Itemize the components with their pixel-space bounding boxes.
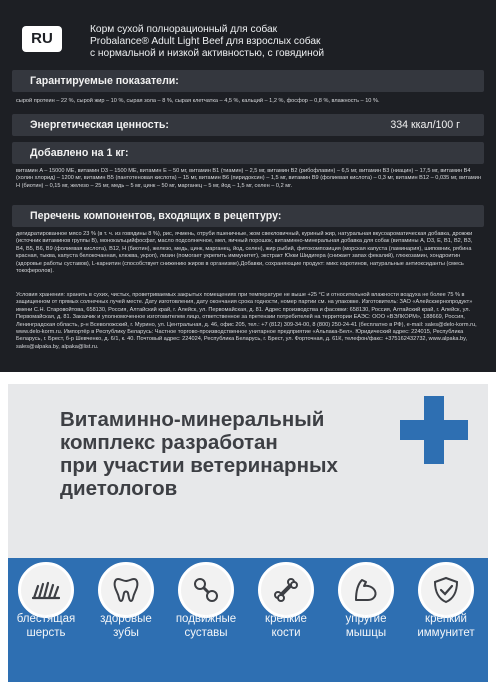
muscle-icon bbox=[338, 562, 394, 618]
promo-line3: при участии ветеринарных bbox=[60, 454, 338, 477]
bone-icon bbox=[258, 562, 314, 618]
added-heading bbox=[12, 142, 484, 164]
promo-line4: диетологов bbox=[60, 477, 178, 500]
shield-icon bbox=[418, 562, 474, 618]
medical-cross-icon bbox=[400, 396, 468, 464]
benefit-bones bbox=[248, 612, 324, 640]
joint-icon bbox=[178, 562, 234, 618]
benefit-joints-line1: подвижные bbox=[175, 613, 237, 625]
product-title-line2: Probalance® Adult Light Beef для взрослых собак bbox=[90, 36, 321, 47]
benefit-fur-line2: шерсть bbox=[26, 627, 66, 639]
guarantee-heading-text: Гарантируемые показатели: bbox=[30, 75, 179, 87]
ingredients-heading bbox=[12, 205, 484, 227]
benefit-joints bbox=[168, 612, 244, 640]
added-text: витамин A – 15000 МЕ, витамин D3 – 1500 МЕ, витамин E – 50 мг, витамин B1 (тиамин) – 2,5 мг, витамин B2 (рибофлавин) – 6,5 мг, витамин B3 (ниацин) – 17,5 мг, витамин B4 (холин хлорид) – 1200 мг, витамин B5 (пантотеновая кислота) – 15 мг, витамин B6 (пиридоксин) – 1,5 мг, витамин B9 (фолиевая кислота) – 0,3 мг, витамин B12 – 0,035 мг, витамин H (биотин) – 0,15 мг, железо – 25 мг, медь – 5 мг, цинк – 50 мг, марганец – 5 мг, йод – 1,5 мг, селен – 0,2 мг. bbox=[16, 168, 481, 189]
benefit-teeth-line2: зубы bbox=[113, 627, 139, 639]
energy-value: 334 ккал/100 г bbox=[390, 119, 460, 131]
promo-line2: комплекс разработан bbox=[60, 431, 278, 454]
benefit-muscles bbox=[328, 612, 404, 640]
language-badge: RU bbox=[22, 26, 62, 52]
added-heading-text: Добавлено на 1 кг: bbox=[30, 147, 129, 159]
benefit-immunity bbox=[408, 612, 484, 640]
benefit-immunity-line1: крепкий bbox=[425, 613, 467, 625]
benefit-muscles-line2: мышцы bbox=[345, 627, 387, 639]
energy-heading-text: Энергетическая ценность: bbox=[30, 119, 169, 131]
benefit-muscles-line1: упругие bbox=[345, 613, 387, 625]
ingredients-heading-text: Перечень компонентов, входящих в рецептуру: bbox=[30, 210, 282, 222]
benefit-joints-line2: суставы bbox=[184, 627, 228, 639]
benefit-teeth bbox=[88, 612, 164, 640]
ingredients-text: дегидратированное мясо 23 % (в т. ч. из говядины 8 %), рис, ячмень, отруби пшеничные, жом свекловичный, куриный жир, натуральная вкусоароматическая добавка, дрожжи (источник витаминов группы B), монокальцийфосфат, масло подсолнечное, мел, яичный порошок, витаминно-минеральная добавка для собак (витамины A, D3, E, B1, B2, B3, B4, B5, B6, B9 (фолиевая кислота), B12, H (биотин), железо, медь, цинк, марганец, йод, селен), жир рыбий, фитокомпозиция (морская капуста (ламинария), шиповник, рябина красная, тыква, капуста белокочанная, клюква, укроп), лизин (помогает укрепить иммунитет), экстракт Юкки Шидигера (снижает запах фекалий), глюкозамин, хондроитин (здоровье работы суставов), L-карнитин (способствует снижению жиров в организме).Добавки, сохраняющие продукт: микс каротинов, натуральные антиоксиданты (смесь токоферолов). bbox=[16, 231, 473, 275]
storage-text: Условия хранения: хранить в сухих, чистых, проветриваемых закрытых помещениях при температуре не выше +25 °С и относительной влажности воздуха не более 75 % в защищенном от прямых солнечных лучей месте. Дату изготовления, дату окончания срока годности, номер партии см. на упаковке. Изготовитель: ЗАО «Алейскзернопродукт» имени С.Н. Старовойтова, 658130, Россия, Алтайский край, г. Алейск, ул. Первомайская, д. 81. Адрес производства и фасовки: 658130, Россия, Алтайский край, г. Алейск, ул. Первомайская, д. 81. Заказчик и уполномоченное изготовителем лицо, ответственное за претензии потребителей на территории ЕАЭС: ООО «ВЭЛКОРМ», 188669, Россия, Ленинградская область, р-н Всеволожский, г. Мурино, ул. Центральная, д. 46, офис 205, тел.: +7 (812) 309-34-00, 8 (800) 250-24-41 (бесплатно в РФ), e-mail: sales@delo-korm.ru, www.delo-korm.ru. Импортёр в Республику Беларусь: Частное торгово-производственное унитарное предприятие «Альпака-Бел». Юридический адрес: 224015, Республика Беларусь, г. Брест, б-р Шевченко, д. 6/1, к. 40. Почтовый адрес: 224024, Республика Беларусь, г. Брест, ул. Форточная, д. 61К, телефон/факс: +375162432732, www.alpaka.by, sales@alpaka.by, alpaka@list.ru. bbox=[16, 292, 477, 350]
fur-icon bbox=[18, 562, 74, 618]
product-title-line3: с нормальной и низкой активностью, с говядиной bbox=[90, 48, 325, 59]
benefit-fur-line1: блестящая bbox=[16, 613, 76, 625]
promo-panel bbox=[8, 384, 488, 682]
product-title-line1: Корм сухой полнорационный для собак bbox=[90, 24, 278, 35]
benefit-bones-line2: кости bbox=[271, 627, 301, 639]
guarantee-heading bbox=[12, 70, 484, 92]
benefit-bones-line1: крепкие bbox=[265, 613, 307, 625]
product-title bbox=[90, 24, 490, 60]
energy-heading bbox=[12, 114, 484, 136]
promo-title bbox=[60, 408, 390, 500]
guarantee-text: сырой протеин – 22 %, сырой жир – 10 %, сырая зола – 8 %, сырая клетчатка – 4,5 %, кальций – 1,2 %, фосфор – 0,8 %, влажность – 10 %. bbox=[16, 98, 380, 104]
benefit-fur bbox=[8, 612, 84, 640]
tooth-icon bbox=[98, 562, 154, 618]
promo-line1: Витаминно-минеральный bbox=[60, 408, 325, 431]
benefit-teeth-line1: здоровые bbox=[100, 613, 152, 625]
benefit-immunity-line2: иммунитет bbox=[417, 627, 475, 639]
